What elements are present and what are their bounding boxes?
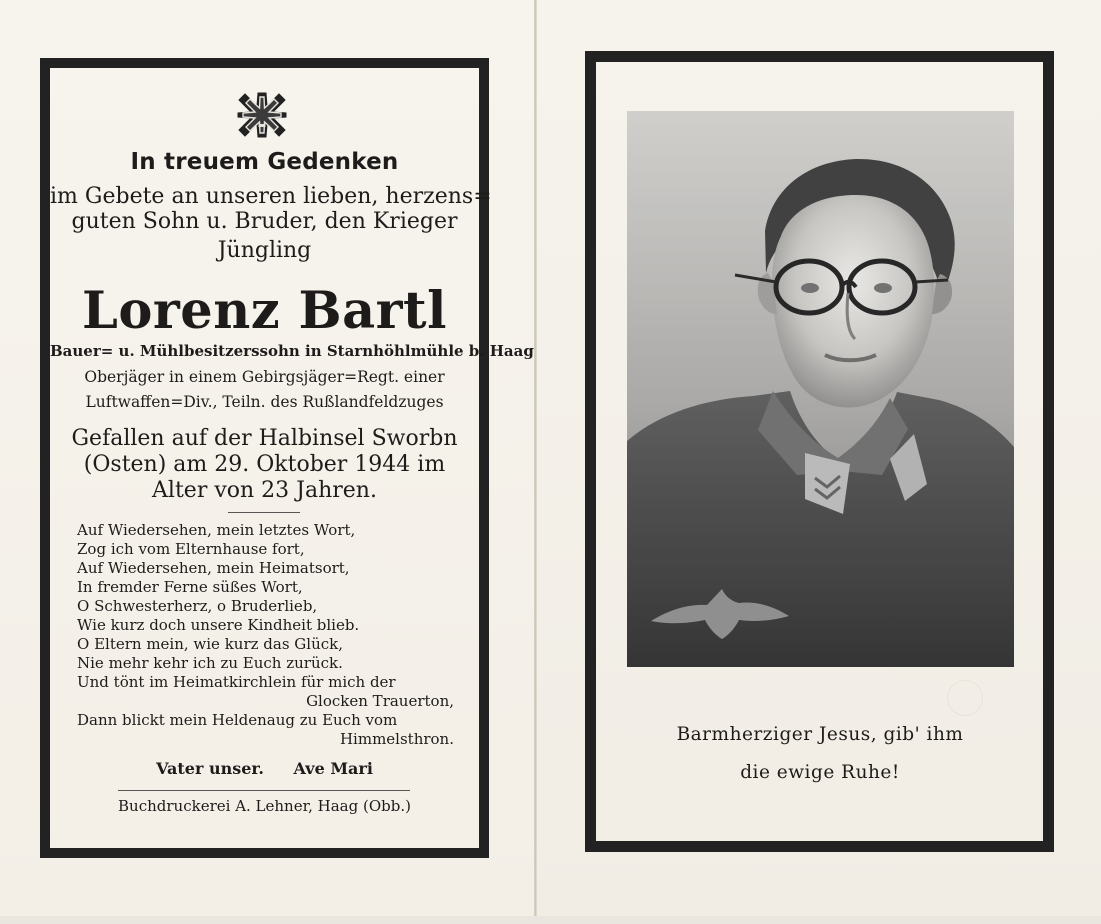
poem-line-11: Dann blickt mein Heldenaug zu Euch vom	[77, 711, 398, 729]
detail-line-3: Luftwaffen=Div., Teiln. des Rußlandfeldzuges	[85, 393, 444, 411]
soldier-portrait	[627, 111, 1014, 667]
poem-line-2: Zog ich vom Elternhause fort,	[77, 540, 305, 558]
poem-line-6: Wie kurz doch unsere Kindheit blieb.	[77, 616, 360, 634]
poem-line-1: Auf Wiedersehen, mein letztes Wort,	[77, 521, 356, 539]
detail-line-2: Oberjäger in einem Gebirgsjäger=Regt. einer	[84, 368, 445, 386]
iron-cross-icon	[236, 91, 288, 139]
poem-line-8: Nie mehr kehr ich zu Euch zurück.	[77, 654, 343, 672]
poem-line-9: Und tönt im Heimatkirchlein für mich der	[77, 673, 396, 691]
printer-rule	[118, 790, 410, 791]
caption-line-2: die ewige Ruhe!	[740, 762, 900, 783]
death-line-2: (Osten) am 29. Oktober 1944 im	[83, 452, 446, 477]
paper-stain	[947, 680, 983, 716]
prayer-vater-unser: Vater unser.	[156, 759, 264, 778]
prayer-ave-maria: Ave Mari	[293, 759, 373, 778]
memorial-heading: In treuem Gedenken	[130, 149, 399, 175]
detail-line-1: Bauer= u. Mühlbesitzerssohn in Starnhöhlmühle b. Haag	[50, 342, 534, 360]
intro-line-1: im Gebete an unseren lieben, herzens=	[50, 184, 492, 209]
poem-line-5: O Schwesterherz, o Bruderlieb,	[77, 597, 318, 615]
card-fold	[534, 0, 537, 924]
caption-line-1: Barmherziger Jesus, gib' ihm	[676, 724, 964, 745]
printer-credit: Buchdruckerei A. Lehner, Haag (Obb.)	[118, 797, 411, 815]
poem-line-7: O Eltern mein, wie kurz das Glück,	[77, 635, 343, 653]
intro-line-3: Jüngling	[217, 238, 312, 263]
section-divider	[228, 512, 300, 513]
poem-line-3: Auf Wiedersehen, mein Heimatsort,	[77, 559, 350, 577]
intro-line-2: guten Sohn u. Bruder, den Krieger	[71, 209, 458, 234]
poem-line-12: Himmelsthron.	[339, 730, 454, 748]
poem-line-10: Glocken Trauerton,	[306, 692, 454, 710]
death-line-3: Alter von 23 Jahren.	[152, 478, 377, 503]
scan-bottom-edge	[0, 916, 1101, 924]
poem-line-4: In fremder Ferne süßes Wort,	[77, 578, 303, 596]
deceased-name: Lorenz Bartl	[82, 281, 447, 341]
prayer-line	[50, 759, 479, 778]
death-line-1: Gefallen auf der Halbinsel Sworbn	[71, 426, 458, 451]
